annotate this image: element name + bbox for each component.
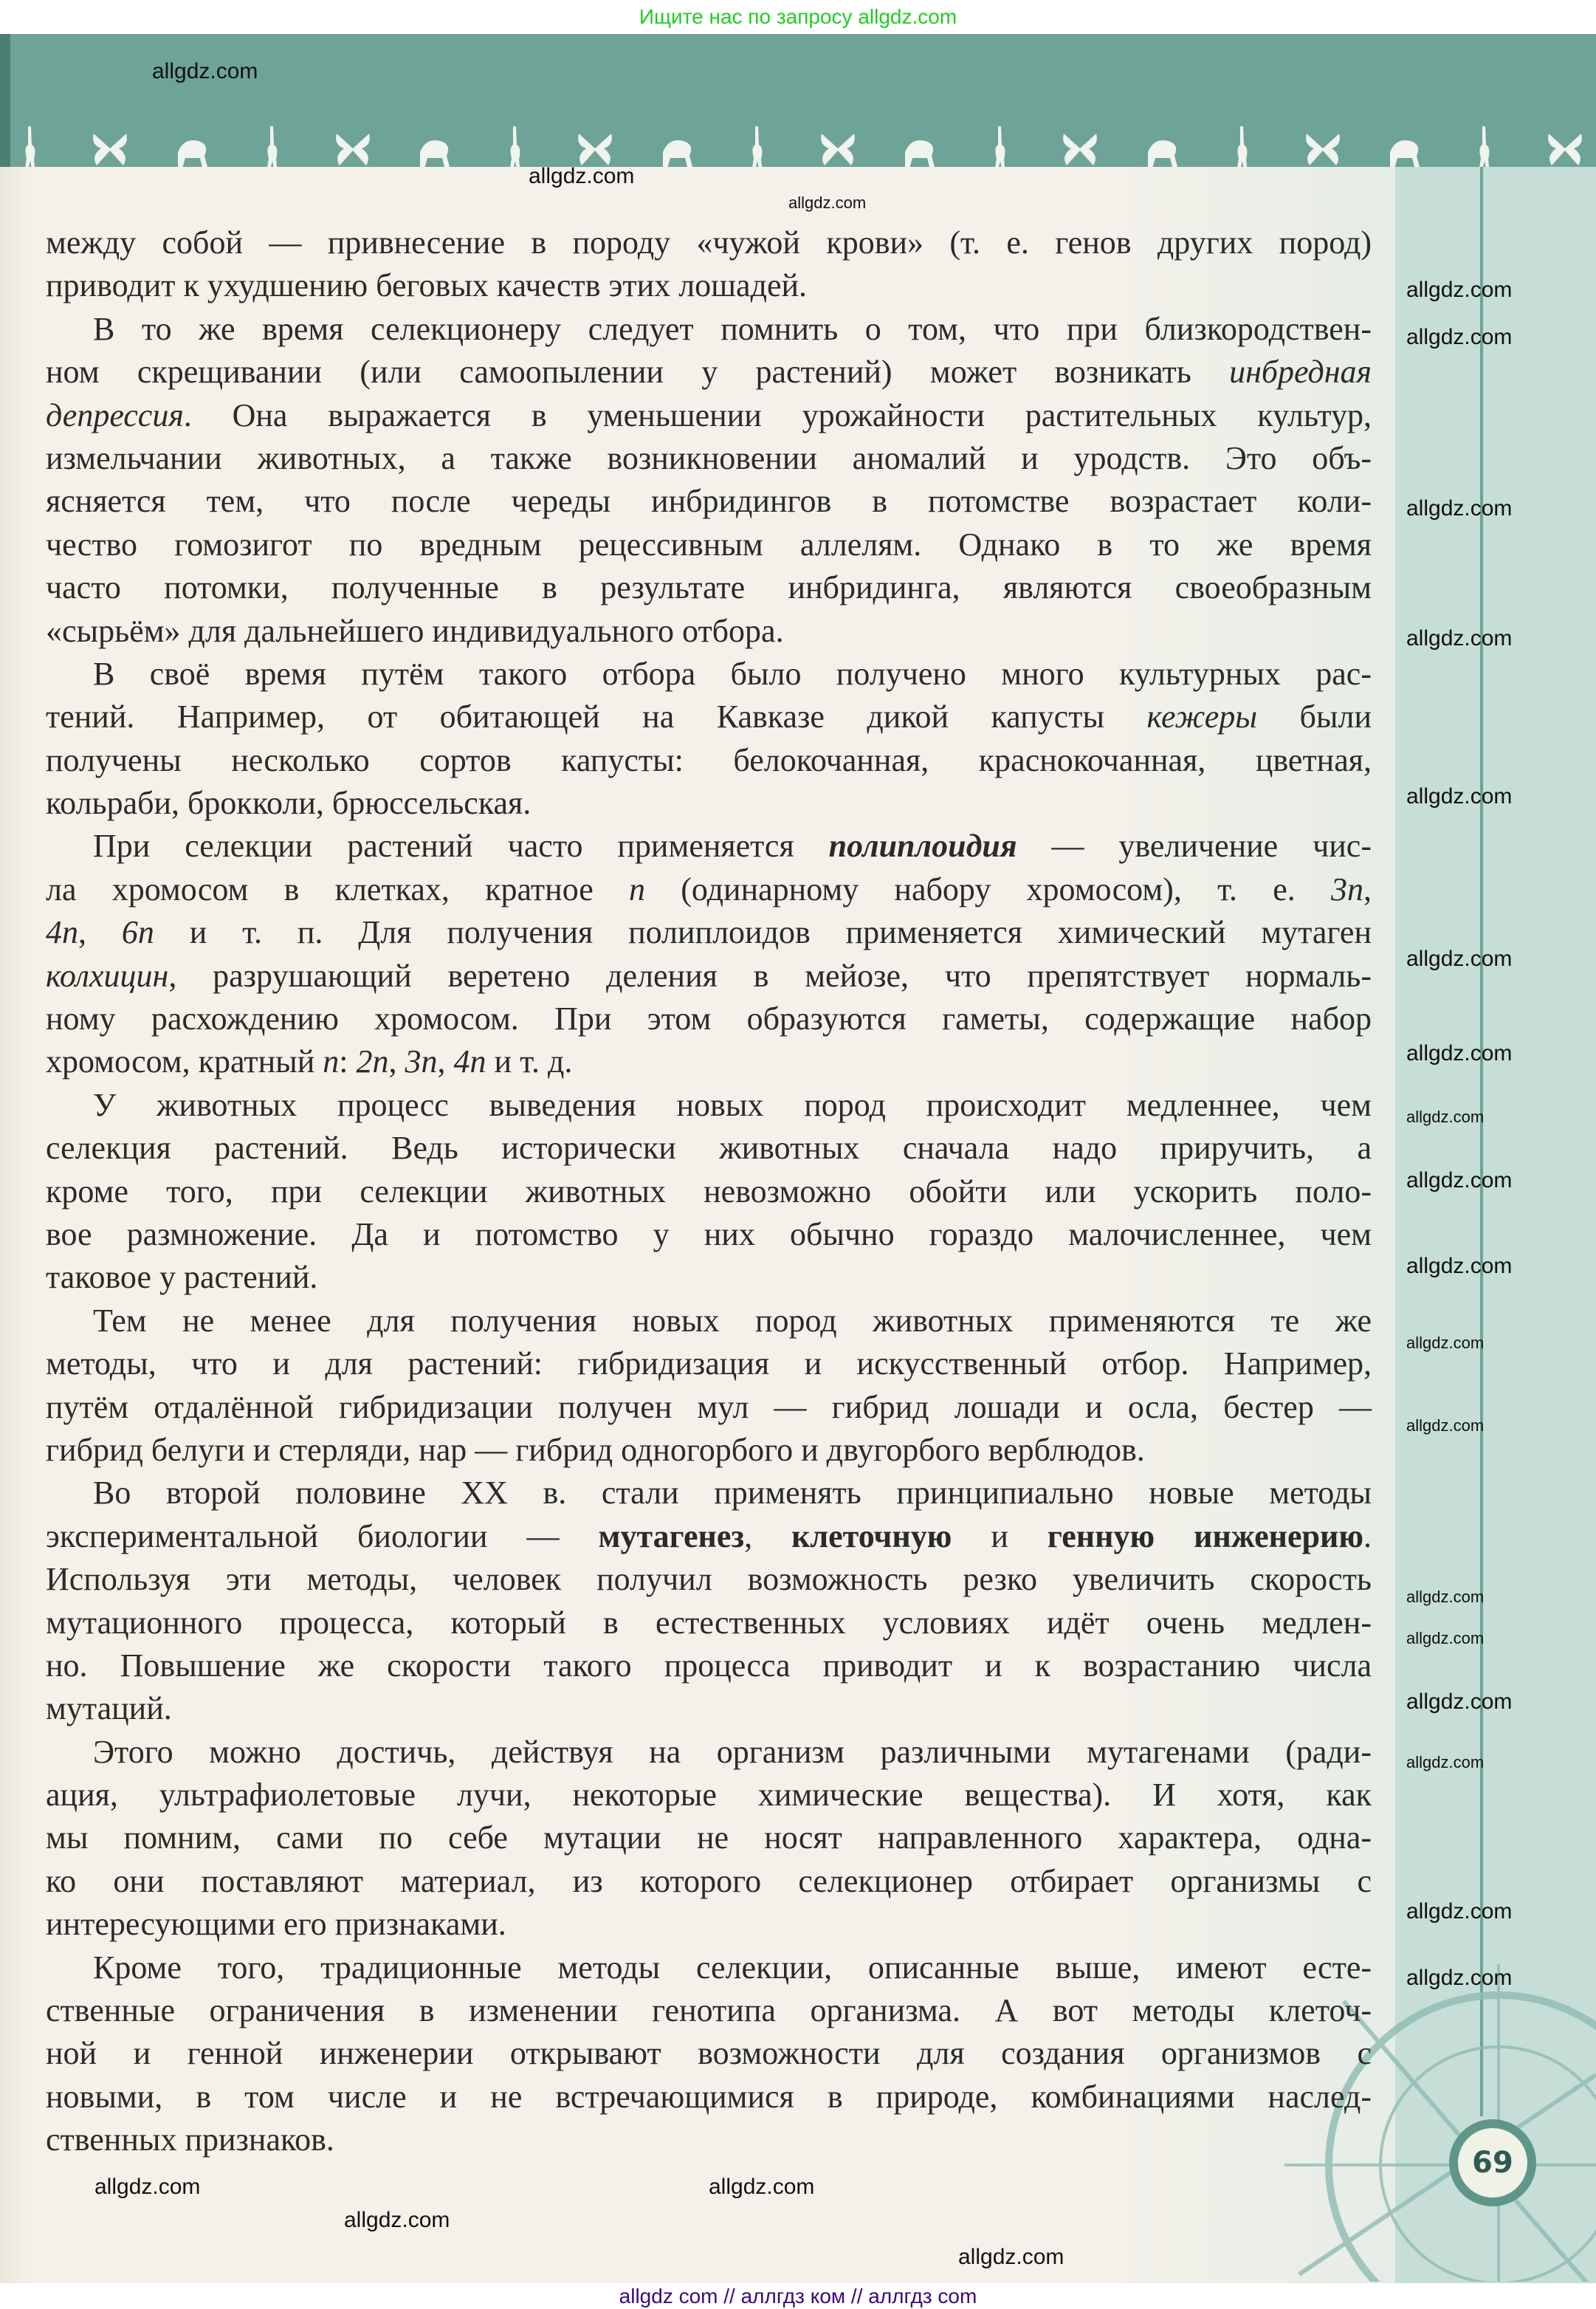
text-segment: ному расхождению хромосом. При этом образуются гаметы, содержащие набор (46, 1001, 1372, 1037)
text-segment: хромосом, кратный (46, 1043, 323, 1080)
emphasized-term: кежеры (1146, 699, 1258, 735)
text-segment: Кроме того, традиционные методы селекции, описанные выше, имеют есте- (93, 1949, 1372, 1986)
text-segment: измельчании животных, а также возникновении аномалий и уродств. Это объ- (46, 439, 1372, 476)
text-segment: экспериментальной биологии — (46, 1517, 599, 1554)
watermark: allgdz.com (1406, 784, 1513, 809)
text-line (46, 610, 1372, 653)
text-segment: но. Повышение же скорости такого процесса приводит и к возрастанию числа (46, 1647, 1372, 1684)
text-line (46, 2118, 1372, 2161)
watermark: allgdz.com (1406, 496, 1513, 521)
text-segment: ация, ультрафиолетовые лучи, некоторые химические вещества). И хотя, как (46, 1777, 1372, 1814)
watermark: allgdz.com (1406, 947, 1513, 971)
text-line (46, 524, 1372, 566)
text-segment: В своё время путём такого отбора было получено много культурных рас- (93, 655, 1372, 692)
text-segment: Этого можно достичь, действуя на организм различными мутагенами (ради- (93, 1733, 1372, 1770)
watermark: allgdz.com (1406, 1753, 1485, 1771)
text-line (46, 1386, 1372, 1429)
watermark: allgdz.com (1406, 1168, 1513, 1193)
footer-banner (0, 2283, 1596, 2309)
text-segment: В то же время селекционеру следует помнить о том, что при близкородствен- (93, 310, 1372, 347)
text-line (46, 351, 1372, 394)
body-text (46, 222, 1372, 2162)
text-segment: гибрид белуги и стерляди, нар — гибрид одногорбого и двугорбого верблюдов. (46, 1431, 1145, 1468)
text-segment: чество гомозигот по вредным рецессивным аллелям. Однако в то же время (46, 526, 1372, 563)
text-line (46, 653, 1372, 696)
emphasized-term: мутагенез (598, 1517, 745, 1554)
text-segment: . (1363, 1517, 1372, 1554)
watermark: allgdz.com (1406, 1108, 1485, 1126)
text-line (46, 222, 1372, 264)
text-line (46, 2032, 1372, 2075)
watermark: allgdz.com (1406, 325, 1513, 349)
text-line (46, 868, 1372, 911)
emphasized-term: полиплоидия (828, 828, 1017, 865)
text-line (46, 1860, 1372, 1903)
text-segment: , (437, 1043, 454, 1080)
text-segment: интересующими его признаками. (46, 1906, 506, 1943)
text-segment: новыми, в том числе и не встречающимися в природе, комбинациями наслед- (46, 2078, 1372, 2115)
text-segment: У животных процесс выведения новых пород происходит медленнее, чем (93, 1086, 1372, 1123)
text-line (46, 911, 1372, 954)
text-line (46, 1946, 1372, 1989)
emphasized-term: 4n (453, 1043, 486, 1080)
watermark: allgdz.com (529, 164, 635, 188)
search-banner (0, 0, 1596, 34)
text-line (46, 2076, 1372, 2118)
watermark: allgdz.com (1406, 278, 1513, 302)
text-segment: приводит к ухудшению беговых качеств этих лошадей. (46, 267, 808, 304)
text-line (46, 1816, 1372, 1859)
text-line (46, 480, 1372, 523)
text-segment: между собой — привнесение в породу «чужой крови» (т. е. генов других пород) (46, 224, 1372, 261)
emphasized-term: клеточную (791, 1517, 952, 1554)
text-line (46, 1731, 1372, 1774)
text-segment: и т. п. Для получения полиплоидов применяется химический мутаген (154, 914, 1372, 951)
text-line (46, 1472, 1372, 1514)
text-segment: «сырьём» для дальнейшего индивидуального отбора. (46, 612, 784, 649)
text-line (46, 1558, 1372, 1601)
text-segment: Используя эти методы, человек получил возможность резко увеличить скорость (46, 1561, 1372, 1598)
watermark: allgdz.com (152, 59, 258, 83)
text-segment: , (744, 1517, 792, 1554)
watermark: allgdz.com (1406, 626, 1513, 651)
footer-text: allgdz com // аллгдз ком // аллгдз com (619, 2285, 977, 2308)
text-segment: и т. д. (486, 1043, 573, 1080)
text-line (46, 1040, 1372, 1083)
text-segment: , (78, 914, 122, 951)
emphasized-term: n (629, 871, 646, 908)
watermark: allgdz.com (1406, 1899, 1513, 1924)
text-line (46, 437, 1372, 480)
watermark: allgdz.com (1406, 1041, 1513, 1066)
text-segment: (одинарному набору хромосом), т. е. (645, 871, 1331, 908)
emphasized-term: 6n (121, 914, 154, 951)
watermark: allgdz.com (788, 193, 867, 212)
text-segment: , разрушающий веретено деления в мейозе, что препятствует нормаль- (168, 957, 1372, 994)
text-line (46, 1903, 1372, 1946)
text-line (46, 394, 1372, 437)
text-segment: Во второй половине XX в. стали применять принципиально новые методы (93, 1475, 1372, 1512)
text-segment: При селекции растений часто применяется (93, 828, 829, 865)
text-line (46, 782, 1372, 825)
text-line (46, 1602, 1372, 1644)
text-line (46, 1644, 1372, 1687)
emphasized-term: генную инженерию (1047, 1517, 1364, 1554)
text-segment: и (952, 1517, 1048, 1554)
emphasized-term: n (323, 1043, 340, 1080)
text-segment: ко они поставляют материал, из которого селекционер отбирает организмы с (46, 1862, 1372, 1899)
page-number: 69 (1472, 2146, 1513, 2180)
watermark: allgdz.com (1406, 1966, 1513, 1990)
text-segment: селекция растений. Ведь исторически животных сначала надо приручить, а (46, 1130, 1372, 1167)
text-line (46, 998, 1372, 1040)
text-segment: путём отдалённой гибридизации получен мул — гибрид лошади и осла, бестер — (46, 1388, 1372, 1425)
text-line (46, 1127, 1372, 1170)
text-segment: ной и генной инженерии открывают возможности для создания организмов с (46, 2035, 1372, 2072)
text-line (46, 825, 1372, 868)
text-segment: Тем не менее для получения новых пород животных применяются те же (93, 1302, 1372, 1339)
emphasized-term: инбредная (1229, 354, 1372, 391)
text-line (46, 1429, 1372, 1472)
text-line (46, 1170, 1372, 1213)
text-segment: ственные ограничения в изменении генотипа организма. А вот методы клеточ- (46, 1992, 1372, 2029)
text-segment: были (1257, 699, 1372, 735)
text-segment: тений. Например, от обитающей на Кавказе дикой капусты (46, 699, 1147, 735)
text-line (46, 1084, 1372, 1127)
text-segment: . Она выражается в уменьшении урожайности растительных культур, (183, 397, 1372, 433)
emphasized-term: 3n (1331, 871, 1363, 908)
watermark: allgdz.com (709, 2175, 815, 2199)
text-line (46, 308, 1372, 351)
text-line (46, 1256, 1372, 1299)
text-line (46, 1515, 1372, 1558)
text-line (46, 1300, 1372, 1342)
text-segment: таковое у растений. (46, 1259, 318, 1296)
text-line (46, 1342, 1372, 1385)
margin-line (1480, 167, 1483, 2116)
text-segment: мутационного процесса, который в естественных условиях идёт очень медлен- (46, 1604, 1372, 1641)
watermark: allgdz.com (1406, 1416, 1485, 1435)
text-line (46, 566, 1372, 609)
watermark: allgdz.com (1406, 1588, 1485, 1606)
text-segment: получены несколько сортов капусты: белокочанная, краснокочанная, цветная, (46, 741, 1372, 778)
text-segment: кольраби, брокколи, брюссельская. (46, 785, 532, 822)
text-line (46, 955, 1372, 998)
emphasized-term: 2n (356, 1043, 389, 1080)
text-line (46, 696, 1372, 738)
text-segment: мы помним, сами по себе мутации не носят направленного характера, одна- (46, 1819, 1372, 1856)
text-segment: ла хромосом в клетках, кратное (46, 871, 630, 908)
emphasized-term: депрессия (46, 397, 184, 433)
text-line (46, 739, 1372, 782)
text-line (46, 1687, 1372, 1730)
text-segment: — увеличение чис- (1017, 828, 1372, 865)
text-segment: , (1363, 871, 1372, 908)
text-segment: : (339, 1043, 357, 1080)
text-line (46, 1774, 1372, 1816)
emphasized-term: 3n (405, 1043, 438, 1080)
watermark: allgdz.com (344, 2208, 450, 2232)
text-segment: вое размножение. Да и потомство у них обычно гораздо малочисленнее, чем (46, 1215, 1372, 1252)
text-segment: часто потомки, полученные в результате инбридинга, являются своеобразным (46, 569, 1372, 606)
watermark: allgdz.com (958, 2245, 1064, 2269)
watermark: allgdz.com (1406, 1334, 1485, 1352)
text-line (46, 1989, 1372, 2032)
watermark: allgdz.com (1406, 1629, 1485, 1647)
watermark: allgdz.com (1406, 1254, 1513, 1278)
text-segment: мутаций. (46, 1690, 172, 1727)
text-segment: ном скрещивании (или самоопылении у растений) может возникать (46, 354, 1230, 391)
emphasized-term: колхицин (46, 957, 169, 994)
text-line (46, 264, 1372, 307)
text-segment: ственных признаков. (46, 2121, 334, 2158)
emphasized-term: 4n (46, 914, 78, 951)
page-number-badge (1449, 2119, 1536, 2206)
text-segment: кроме того, при селекции животных невозможно обойти или ускорить поло- (46, 1173, 1372, 1210)
text-line (46, 1213, 1372, 1256)
watermark: allgdz.com (94, 2175, 201, 2199)
search-banner-text: Ищите нас по запросу allgdz.com (639, 5, 957, 28)
header-band (0, 34, 1596, 167)
watermark: allgdz.com (1406, 1689, 1513, 1714)
text-segment: ясняется тем, что после череды инбридингов в потомстве возрастает коли- (46, 483, 1372, 520)
text-segment: , (388, 1043, 405, 1080)
text-segment: методы, что и для растений: гибридизация и искусственный отбор. Например, (46, 1345, 1372, 1382)
